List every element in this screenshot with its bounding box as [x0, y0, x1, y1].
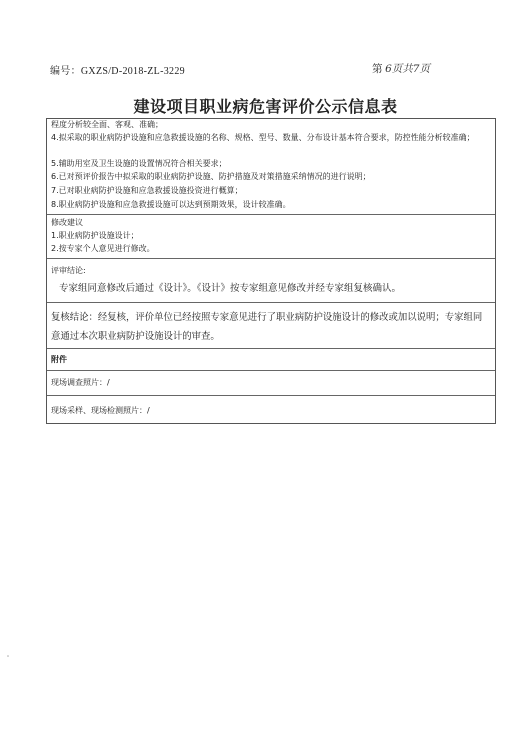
- assessment-section: [47, 119, 495, 214]
- recheck-text: 复核结论：经复核，评价单位已经按照专家意见进行了职业病防护设施设计的修改或加以说明；专家组同意通过本次职业病防护设施设计的审查。: [51, 312, 483, 342]
- assessment-line: 程度分析较全面、客观、准确；: [51, 120, 163, 129]
- review-text: 专家组同意修改后通过《设计》。《设计》按专家组意见修改并经专家组复核确认。: [59, 283, 402, 294]
- suggestion-item: 1.职业病防护设施设计；: [51, 231, 139, 240]
- review-heading: 评审结论:: [51, 266, 86, 275]
- site-survey-row: [47, 370, 495, 395]
- attachments-section: [47, 348, 495, 370]
- suggestions-section: [47, 214, 495, 258]
- scan-dot: [7, 655, 9, 657]
- page-handwritten: 6页共7页: [385, 63, 430, 75]
- suggestions-heading: 修改建议: [51, 218, 83, 227]
- sampling-photos: 现场采样、现场检测照片：/: [51, 406, 150, 415]
- info-table: [46, 118, 496, 424]
- page-number: [372, 61, 430, 76]
- assessment-line: 4.拟采取的职业病防护设施和应急救援设施的名称、规格、型号、数量、分布设计基本符合要求，防控性能分析较准确；: [51, 133, 475, 142]
- assessment-line: 6.已对预评价报告中拟采取的职业病防护设施、防护措施及对策措施采纳情况的进行说明；: [51, 172, 371, 181]
- page-title: 建设项目职业病危害评价公示信息表: [133, 97, 398, 116]
- recheck-section: [47, 302, 495, 348]
- assessment-line: 5.辅助用室及卫生设施的设置情况符合相关要求；: [51, 159, 227, 168]
- assessment-line: 8.职业病防护设施和应急救援设施可以达到预期效果，设计较准确。: [51, 200, 291, 209]
- document-code: 编号：GXZS/D-2018-ZL-3229: [50, 66, 185, 77]
- suggestion-item: 2.按专家个人意见进行修改。: [51, 244, 155, 253]
- sampling-row: [47, 395, 495, 423]
- site-survey-photos: 现场调查照片：/: [51, 378, 110, 387]
- page-prefix: 第: [372, 64, 383, 75]
- review-section: [47, 258, 495, 302]
- attachments-heading: 附件: [51, 355, 67, 364]
- assessment-line: 7.已对职业病防护设施和应急救援设施投资进行概算；: [51, 186, 243, 195]
